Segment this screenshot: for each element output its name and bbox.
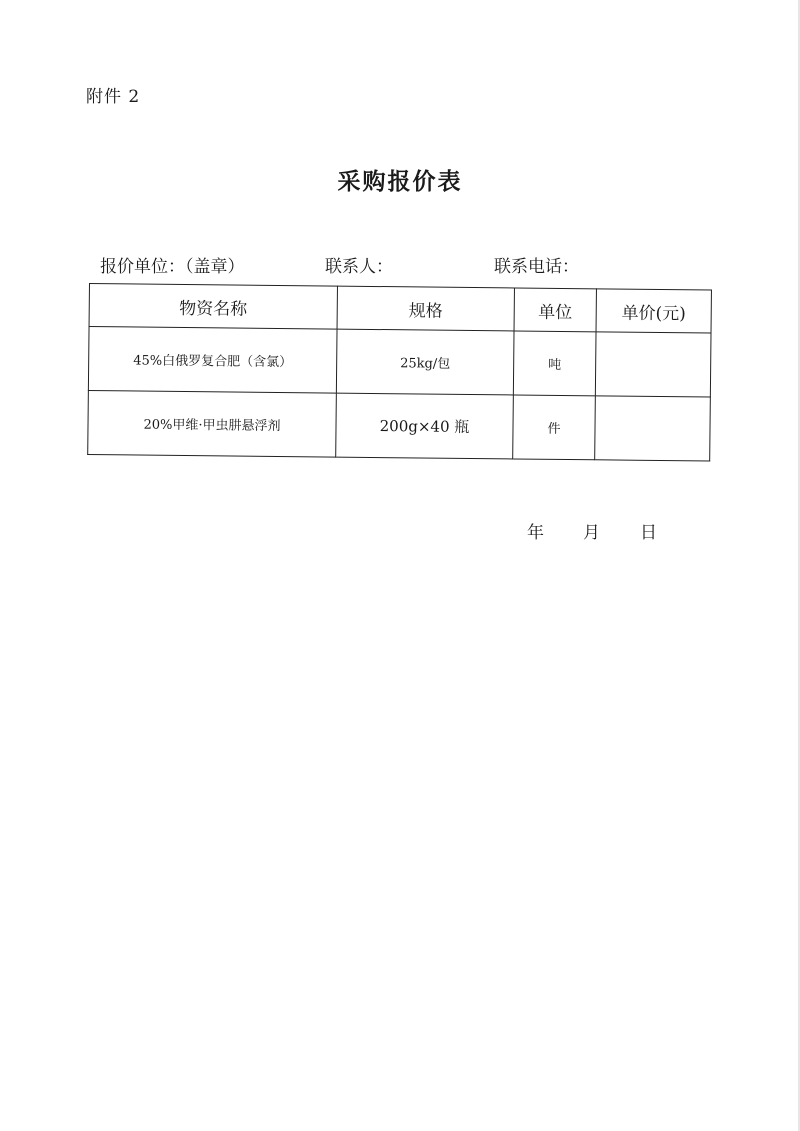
date-month-label: 月 — [583, 523, 600, 543]
cell-unit-price[interactable] — [595, 396, 711, 461]
table-row — [88, 390, 711, 461]
date-year-label: 年 — [527, 523, 544, 543]
quotation-table — [87, 283, 712, 462]
cell-unit: 件 — [513, 395, 596, 460]
header-unit: 单位 — [514, 288, 596, 332]
cell-unit: 吨 — [513, 331, 596, 396]
cell-material-name: 45%白俄罗复合肥（含氯） — [88, 327, 337, 394]
table-header-row — [89, 284, 711, 334]
header-material-name: 物资名称 — [89, 284, 337, 330]
quoting-unit-label: 报价单位：（盖章） — [100, 257, 245, 277]
cell-unit-price[interactable] — [595, 332, 711, 397]
document-title: 采购报价表 — [337, 168, 463, 195]
annex-label: 附件 2 — [86, 87, 141, 107]
table-row — [88, 327, 711, 398]
contact-person-label: 联系人： — [325, 257, 393, 277]
contact-phone-label: 联系电话： — [494, 257, 579, 277]
header-unit-price: 单价(元) — [596, 289, 711, 333]
header-specification: 规格 — [337, 286, 514, 331]
date-day-label: 日 — [640, 523, 657, 543]
cell-specification: 25kg/包 — [336, 329, 514, 395]
cell-specification: 200g×40 瓶 — [336, 393, 514, 459]
cell-material-name: 20%甲维·甲虫肼悬浮剂 — [88, 390, 337, 457]
